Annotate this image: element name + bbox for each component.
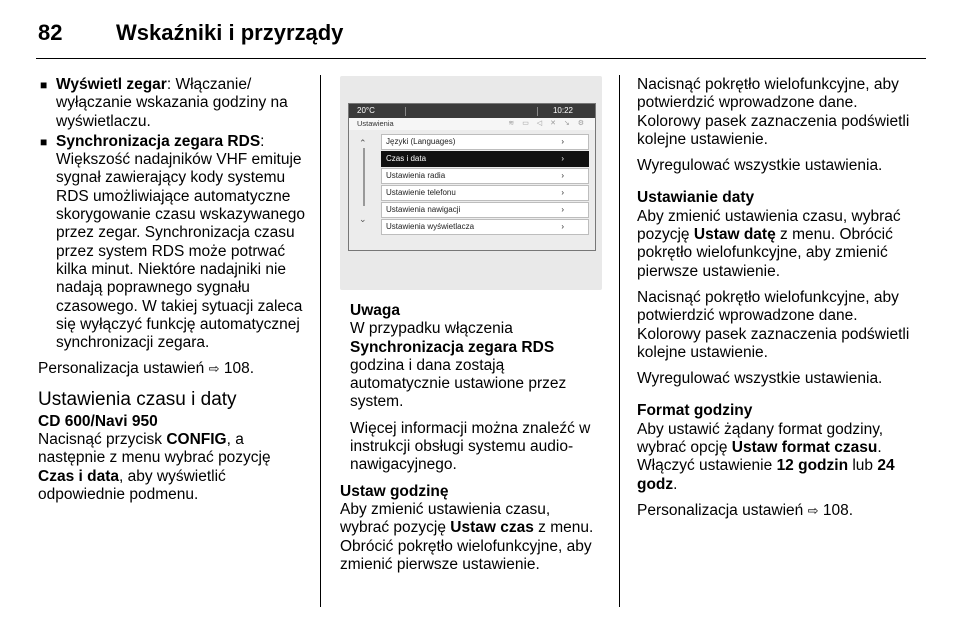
menu-item	[381, 219, 589, 235]
chevron-right-icon: ›	[561, 137, 564, 146]
text: .	[673, 475, 678, 493]
chevron-right-icon: ›	[561, 205, 564, 214]
option-description: : Większość nadajników VHF emituje sygnał zawierający kody systemu RDS umożliwiające automatyczne skorygowanie czasu wskazywanego przez zegar. Synchronizacja czasu przez system RDS może potrwać kilka minut. Niektóre nadajniki nie nadają poprawnego sygnału czasowego. W takiej sytuacji zaleca się wyłączyć funkcję automatycznej synchronizacji zegara.	[56, 132, 305, 352]
option-name: Wyświetl zegar	[56, 76, 167, 93]
option-value: 12 godzin	[776, 457, 849, 475]
bullet-square-icon: ■	[40, 78, 48, 92]
text: Aby zmienić ustawienia czasu, wybrać pozycję	[340, 500, 551, 537]
page-number: 82	[38, 20, 63, 45]
bullet-item	[38, 76, 310, 131]
option-description: : Włączanie/ wyłączanie wskazania godziny na wyświetlaczu.	[56, 76, 288, 130]
temperature: 20°C	[357, 106, 375, 115]
cross-reference	[38, 360, 310, 378]
note-text: Więcej informacji można znaleźć w instrukcji obsługi systemu audio-nawigacyjnego.	[350, 419, 591, 474]
column-divider	[320, 75, 321, 607]
page-title: Wskaźniki i przyrządy	[116, 20, 344, 45]
menu-item	[381, 168, 589, 184]
chevron-right-icon: ›	[561, 222, 564, 231]
xref-text: Personalizacja ustawień	[38, 360, 205, 378]
status-icons: ≋ ▭ ◁ ✕ ↘ ⚙	[508, 120, 587, 127]
option-value: 24 godz	[637, 457, 895, 493]
paragraph	[38, 431, 310, 504]
status-bar	[349, 104, 595, 118]
paragraph: Wyregulować wszystkie ustawienia.	[637, 157, 883, 175]
bullet-item	[38, 133, 310, 353]
screen-titlebar	[349, 118, 595, 130]
subsection-title: Format godziny	[637, 402, 753, 420]
bullet-square-icon: ■	[40, 134, 48, 149]
note-title: Uwaga	[350, 302, 400, 319]
cross-reference	[637, 502, 912, 520]
button-name: CONFIG	[166, 431, 227, 449]
chevron-down-icon: ⌄	[359, 214, 367, 224]
section-title: Ustawienia czasu i daty	[38, 388, 237, 410]
chevron-right-icon: ›	[561, 154, 564, 163]
column-3	[637, 76, 912, 528]
text: Nacisnąć przycisk	[38, 431, 163, 449]
menu-name: Czas i data	[38, 467, 119, 485]
paragraph	[637, 208, 912, 281]
subsection-title: CD 600/Navi 950	[38, 412, 158, 430]
text: Aby ustawić żądany format godziny, wybrać opcję	[637, 420, 884, 457]
divider	[537, 107, 538, 116]
paragraph: Nacisnąć pokrętło wielofunkcyjne, aby potwierdzić wprowadzone dane. Kolorowy pasek zaznaczenia podświetli kolejne ustawienie.	[637, 76, 910, 148]
menu-item-label: Ustawienia wyświetlacza	[386, 222, 475, 231]
settings-menu	[381, 134, 589, 236]
settings-screen-figure	[340, 76, 602, 290]
chevron-right-icon: ›	[561, 188, 564, 197]
text: , a następnie z menu wybrać pozycję	[38, 431, 271, 467]
column-2	[340, 76, 602, 582]
menu-name: Ustaw format czasu	[731, 439, 878, 457]
menu-item	[381, 202, 589, 218]
note-option: Synchronizacja zegara RDS	[350, 338, 555, 356]
chevron-up-icon: ⌃	[359, 138, 367, 148]
menu-item	[381, 185, 589, 201]
column-1	[38, 76, 310, 512]
subsection-title: Ustawianie daty	[637, 189, 755, 207]
menu-item	[381, 134, 589, 150]
infotainment-screen	[348, 103, 596, 251]
text: z menu. Obrócić pokrętło wielofunkcyjne, aby zmienić pierwsze ustawienie.	[340, 519, 594, 573]
scrollbar	[363, 148, 365, 206]
menu-item-label: Ustawienia radia	[386, 171, 446, 180]
note-box	[340, 302, 602, 475]
subsection-title: Ustaw godzinę	[340, 482, 449, 500]
column-divider	[619, 75, 620, 607]
menu-item-label: Języki (Languages)	[386, 137, 456, 146]
paragraph: Wyregulować wszystkie ustawienia.	[637, 370, 883, 388]
text: lub	[852, 457, 874, 475]
arrow-icon: ⇨	[807, 502, 819, 518]
paragraph	[340, 501, 602, 574]
note-text: W przypadku włączenia	[350, 320, 513, 338]
menu-item-label: Ustawienie telefonu	[386, 188, 456, 197]
text: . Włączyć ustawienie	[637, 439, 882, 475]
chevron-right-icon: ›	[561, 171, 564, 180]
note-text: godzina i dana zostają automatycznie ustawione przez system.	[350, 356, 567, 411]
arrow-icon: ⇨	[208, 361, 220, 377]
text: Aby zmienić ustawienia czasu, wybrać pozycję	[637, 207, 901, 244]
menu-item	[381, 151, 589, 167]
text: z menu. Obrócić pokrętło wielofunkcyjne, aby zmienić pierwsze ustawienie.	[637, 226, 893, 280]
paragraph	[637, 421, 912, 494]
screen-title: Ustawienia	[357, 119, 394, 128]
menu-item-label: Czas i data	[386, 154, 427, 163]
text: , aby wyświetlić odpowiednie podmenu.	[38, 467, 226, 503]
clock: 10:22	[552, 106, 573, 115]
paragraph: Nacisnąć pokrętło wielofunkcyjne, aby potwierdzić wprowadzone dane. Kolorowy pasek zaznaczenia podświetli kolejne ustawienie.	[637, 288, 910, 361]
menu-name: Ustaw datę	[693, 226, 776, 244]
menu-name: Ustaw czas	[450, 519, 534, 537]
page-header	[36, 14, 926, 58]
option-name: Synchronizacja zegara RDS	[56, 132, 261, 150]
menu-item-label: Ustawienia nawigacji	[386, 205, 461, 214]
header-rule	[36, 58, 926, 59]
divider	[405, 107, 406, 116]
xref-text: Personalizacja ustawień	[637, 501, 804, 519]
xref-page: 108.	[822, 501, 853, 519]
xref-page: 108.	[223, 360, 254, 378]
